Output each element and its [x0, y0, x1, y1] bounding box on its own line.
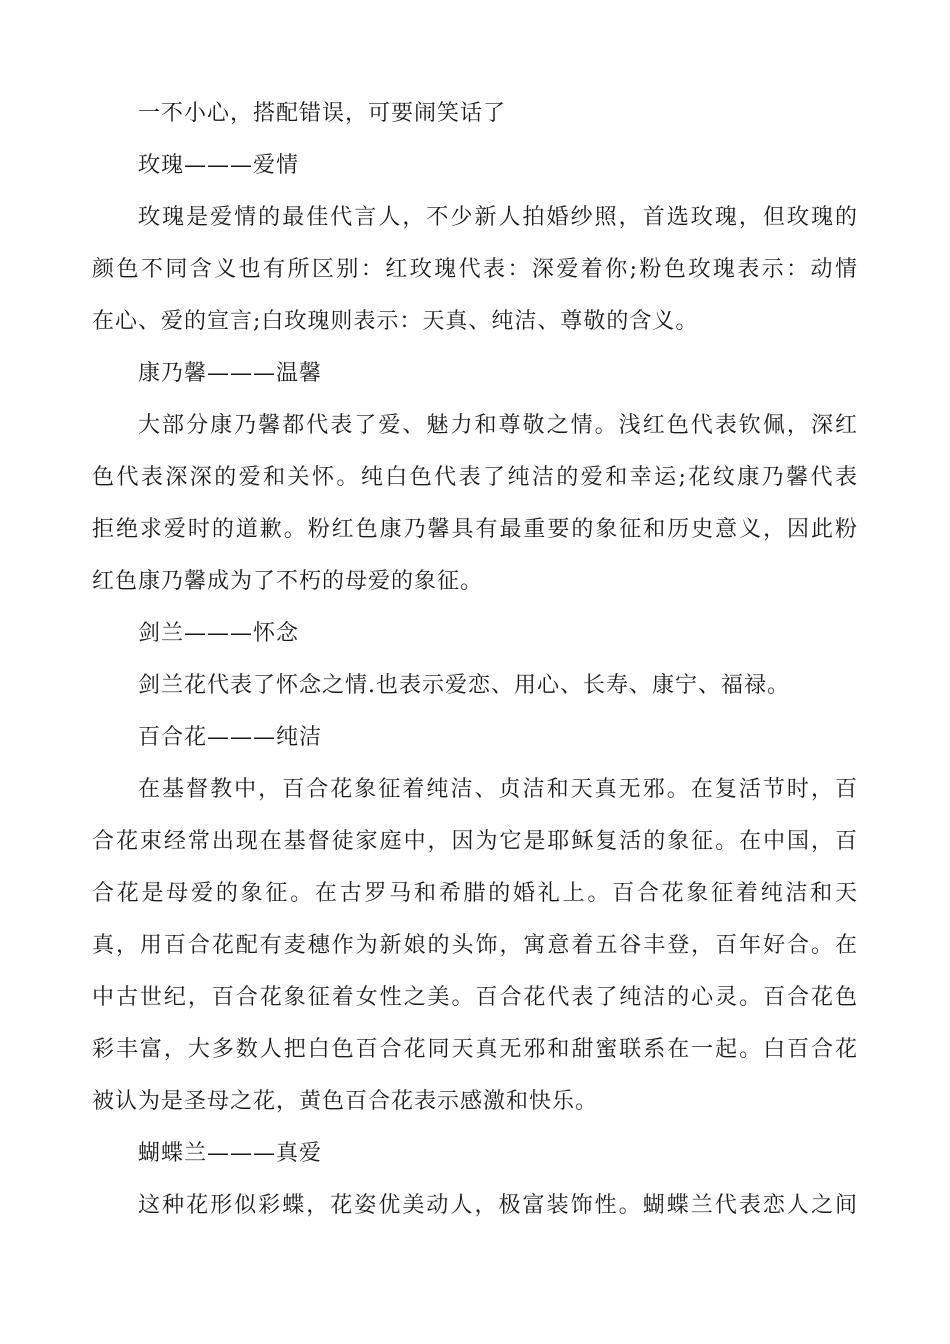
paragraph-line: 色代表深深的爱和关怀。纯白色代表了纯洁的爱和幸运;花纹康乃馨代表	[92, 465, 858, 490]
paragraph-line: 合花束经常出现在基督徒家庭中，因为它是耶稣复活的象征。在中国，百	[92, 829, 858, 854]
section-heading-carnation: 康乃馨———温馨	[138, 361, 323, 386]
paragraph-line: 被认为是圣母之花，黄色百合花表示感激和快乐。	[92, 1089, 599, 1114]
paragraph-line: 玫瑰是爱情的最佳代言人，不少新人拍婚纱照，首选玫瑰，但玫瑰的	[138, 205, 858, 230]
intro-text: 一不小心，搭配错误，可要闹笑话了	[138, 101, 507, 126]
paragraph-line: 中古世纪，百合花象征着女性之美。百合花代表了纯洁的心灵。百合花色	[92, 985, 858, 1010]
document-page	[92, 88, 858, 1232]
paragraph-line: 颜色不同含义也有所区别：红玫瑰代表：深爱着你;粉色玫瑰表示：动情	[92, 257, 858, 282]
paragraph-line: 红色康乃馨成为了不朽的母爱的象征。	[92, 569, 484, 594]
section-heading-rose: 玫瑰———爱情	[138, 153, 300, 178]
paragraph-line: 大部分康乃馨都代表了爱、魅力和尊敬之情。浅红色代表钦佩，深红	[138, 413, 858, 438]
paragraph-line: 在心、爱的宣言;白玫瑰则表示：天真、纯洁、尊敬的含义。	[92, 309, 699, 334]
paragraph-line: 剑兰花代表了怀念之情.也表示爱恋、用心、长寿、康宁、福禄。	[138, 673, 790, 698]
paragraph-line: 合花是母爱的象征。在古罗马和希腊的婚礼上。百合花象征着纯洁和天	[92, 881, 858, 906]
paragraph-line: 在基督教中，百合花象征着纯洁、贞洁和天真无邪。在复活节时，百	[138, 777, 858, 802]
section-heading-gladiolus: 剑兰———怀念	[138, 621, 300, 646]
paragraph-line: 这种花形似彩蝶，花姿优美动人，极富装饰性。蝴蝶兰代表恋人之间	[138, 1193, 858, 1218]
paragraph-line: 真，用百合花配有麦穗作为新娘的头饰，寓意着五谷丰登，百年好合。在	[92, 933, 858, 958]
paragraph-line: 拒绝求爱时的道歉。粉红色康乃馨具有最重要的象征和历史意义，因此粉	[92, 517, 858, 542]
paragraph-line: 彩丰富，大多数人把白色百合花同天真无邪和甜蜜联系在一起。白百合花	[92, 1037, 858, 1062]
section-heading-orchid: 蝴蝶兰———真爱	[138, 1141, 323, 1166]
section-heading-lily: 百合花———纯洁	[138, 725, 323, 750]
